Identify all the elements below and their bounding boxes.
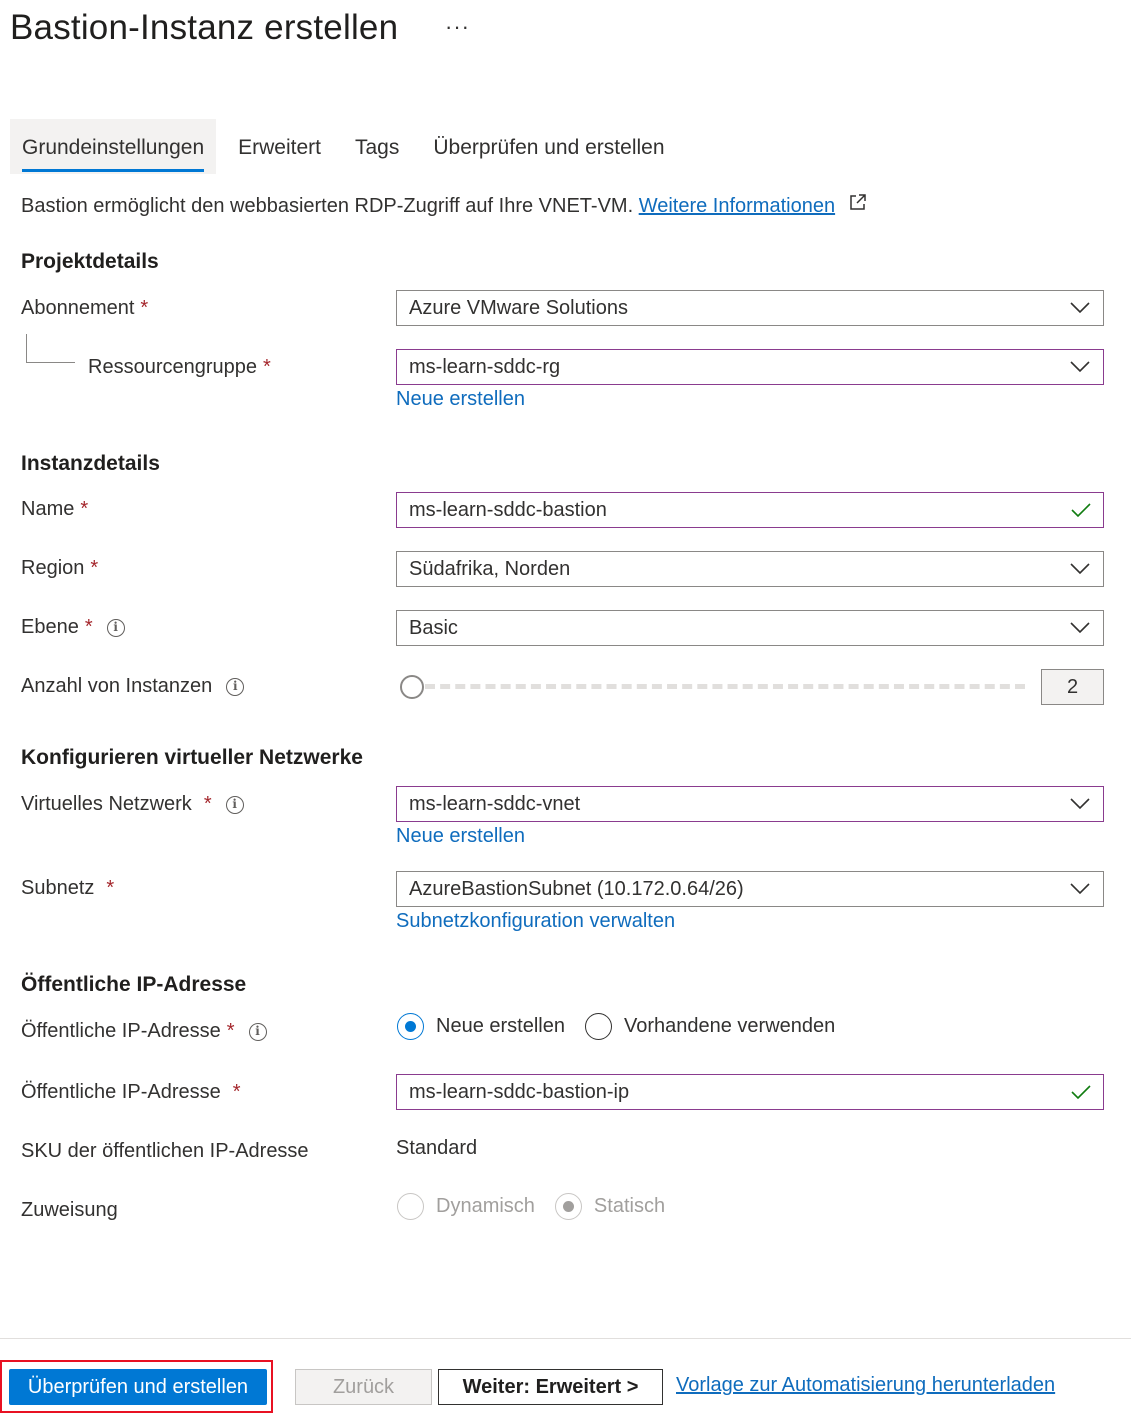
page-title: Bastion-Instanz erstellen xyxy=(10,8,399,47)
assignment-label-text: Zuweisung xyxy=(21,1199,118,1221)
resource-group-dropdown[interactable] xyxy=(396,349,1104,385)
chevron-down-icon xyxy=(1070,301,1090,315)
tier-label-text: Ebene xyxy=(21,616,79,638)
sku-label xyxy=(21,1140,309,1163)
assignment-radio-group xyxy=(397,1193,685,1220)
resource-group-label xyxy=(88,356,271,379)
required-marker: * xyxy=(203,793,212,815)
public-ip-name-value: ms-learn-sddc-bastion-ip xyxy=(409,1081,630,1103)
subnet-label xyxy=(21,877,114,900)
name-label xyxy=(21,498,88,521)
checkmark-icon xyxy=(1071,502,1091,518)
required-marker: * xyxy=(80,498,89,520)
download-template-link[interactable]: Vorlage zur Automatisierung herunterladen xyxy=(676,1374,1056,1396)
radio-create-new[interactable] xyxy=(397,1013,424,1040)
tab-review-create[interactable]: Überprüfen und erstellen xyxy=(433,136,665,159)
public-ip-name-label xyxy=(21,1081,241,1104)
section-virtual-network: Konfigurieren virtueller Netzwerke xyxy=(21,746,363,769)
info-icon[interactable]: i xyxy=(107,619,125,637)
subscription-label-text: Abonnement xyxy=(21,297,135,319)
public-ip-name-label-text: Öffentliche IP-Adresse xyxy=(21,1081,221,1103)
vnet-label xyxy=(21,793,244,816)
required-marker: * xyxy=(90,557,99,579)
subscription-value: Azure VMware Solutions xyxy=(409,297,628,319)
required-marker: * xyxy=(140,297,149,319)
checkmark-icon xyxy=(1071,1084,1091,1100)
required-marker: * xyxy=(84,616,93,638)
vnet-value: ms-learn-sddc-vnet xyxy=(409,793,581,815)
section-instance-details: Instanzdetails xyxy=(21,452,160,475)
region-value: Südafrika, Norden xyxy=(409,558,571,580)
instance-count-value: 2 xyxy=(1041,669,1104,705)
section-project-details: Projektdetails xyxy=(21,250,159,273)
tab-advanced[interactable]: Erweitert xyxy=(238,136,321,159)
info-icon[interactable]: i xyxy=(226,678,244,696)
manage-subnet-link[interactable]: Subnetzkonfiguration verwalten xyxy=(396,910,676,932)
region-dropdown[interactable] xyxy=(396,551,1104,587)
tree-connector xyxy=(26,334,75,363)
public-ip-name-input[interactable] xyxy=(396,1074,1104,1110)
radio-use-existing-label[interactable]: Vorhandene verwenden xyxy=(623,1015,836,1037)
instance-count-slider-thumb[interactable] xyxy=(400,675,424,699)
instance-count-label xyxy=(21,675,244,698)
chevron-down-icon xyxy=(1070,797,1090,811)
public-ip-mode-radio-group xyxy=(397,1013,855,1040)
region-label-text: Region xyxy=(21,557,85,579)
chevron-down-icon xyxy=(1070,562,1090,576)
next-advanced-button[interactable]: Weiter: Erweitert > xyxy=(438,1369,663,1405)
subnet-label-text: Subnetz xyxy=(21,877,95,899)
required-marker: * xyxy=(106,877,115,899)
region-label xyxy=(21,557,98,580)
radio-create-new-label[interactable]: Neue erstellen xyxy=(436,1015,565,1037)
assignment-label xyxy=(21,1199,118,1222)
subscription-dropdown[interactable] xyxy=(396,290,1104,326)
info-icon[interactable]: i xyxy=(249,1023,267,1041)
create-resource-group-link[interactable]: Neue erstellen xyxy=(396,388,525,410)
sku-label-text: SKU der öffentlichen IP-Adresse xyxy=(21,1140,309,1162)
public-ip-mode-label-text: Öffentliche IP-Adresse xyxy=(21,1020,221,1042)
external-link-icon xyxy=(849,193,867,217)
radio-static-label: Statisch xyxy=(593,1195,666,1217)
subscription-label xyxy=(21,297,148,320)
resource-group-label-text: Ressourcengruppe xyxy=(88,356,257,378)
vnet-label-text: Virtuelles Netzwerk xyxy=(21,793,192,815)
instance-count-slider-track[interactable] xyxy=(425,684,1025,689)
resource-group-value: ms-learn-sddc-rg xyxy=(409,356,561,378)
radio-dynamic xyxy=(397,1193,424,1220)
footer-divider xyxy=(0,1338,1131,1339)
intro-description: Bastion ermöglicht den webbasierten RDP-Zugriff auf Ihre VNET-VM. xyxy=(21,195,634,217)
sku-value: Standard xyxy=(396,1137,478,1159)
instance-count-label-text: Anzahl von Instanzen xyxy=(21,675,213,697)
required-marker: * xyxy=(226,1020,235,1042)
chevron-down-icon xyxy=(1070,621,1090,635)
subnet-dropdown[interactable] xyxy=(396,871,1104,907)
subnet-value: AzureBastionSubnet (10.172.0.64/26) xyxy=(409,878,744,900)
required-marker: * xyxy=(263,356,271,378)
intro-text xyxy=(21,193,867,218)
required-marker: * xyxy=(232,1081,241,1103)
tier-value: Basic xyxy=(409,617,458,639)
chevron-down-icon xyxy=(1070,882,1090,896)
back-button: Zurück xyxy=(295,1369,432,1405)
info-icon[interactable]: i xyxy=(226,796,244,814)
radio-static xyxy=(555,1193,582,1220)
name-value: ms-learn-sddc-bastion xyxy=(409,499,607,521)
create-vnet-link[interactable]: Neue erstellen xyxy=(396,825,525,847)
more-options-icon[interactable]: ··· xyxy=(445,14,470,39)
radio-use-existing[interactable] xyxy=(585,1013,612,1040)
vnet-dropdown[interactable] xyxy=(396,786,1104,822)
tab-basics[interactable]: Grundeinstellungen xyxy=(10,119,216,174)
tier-label xyxy=(21,616,125,639)
tab-bar xyxy=(10,119,677,174)
tab-tags[interactable]: Tags xyxy=(355,136,400,159)
review-create-button[interactable]: Überprüfen und erstellen xyxy=(9,1369,267,1405)
radio-dynamic-label: Dynamisch xyxy=(436,1195,535,1217)
public-ip-mode-label xyxy=(21,1020,267,1043)
name-input[interactable] xyxy=(396,492,1104,528)
tier-dropdown[interactable] xyxy=(396,610,1104,646)
section-public-ip: Öffentliche IP-Adresse xyxy=(21,973,247,996)
name-label-text: Name xyxy=(21,498,75,520)
chevron-down-icon xyxy=(1070,360,1090,374)
learn-more-link[interactable]: Weitere Informationen xyxy=(638,195,836,217)
